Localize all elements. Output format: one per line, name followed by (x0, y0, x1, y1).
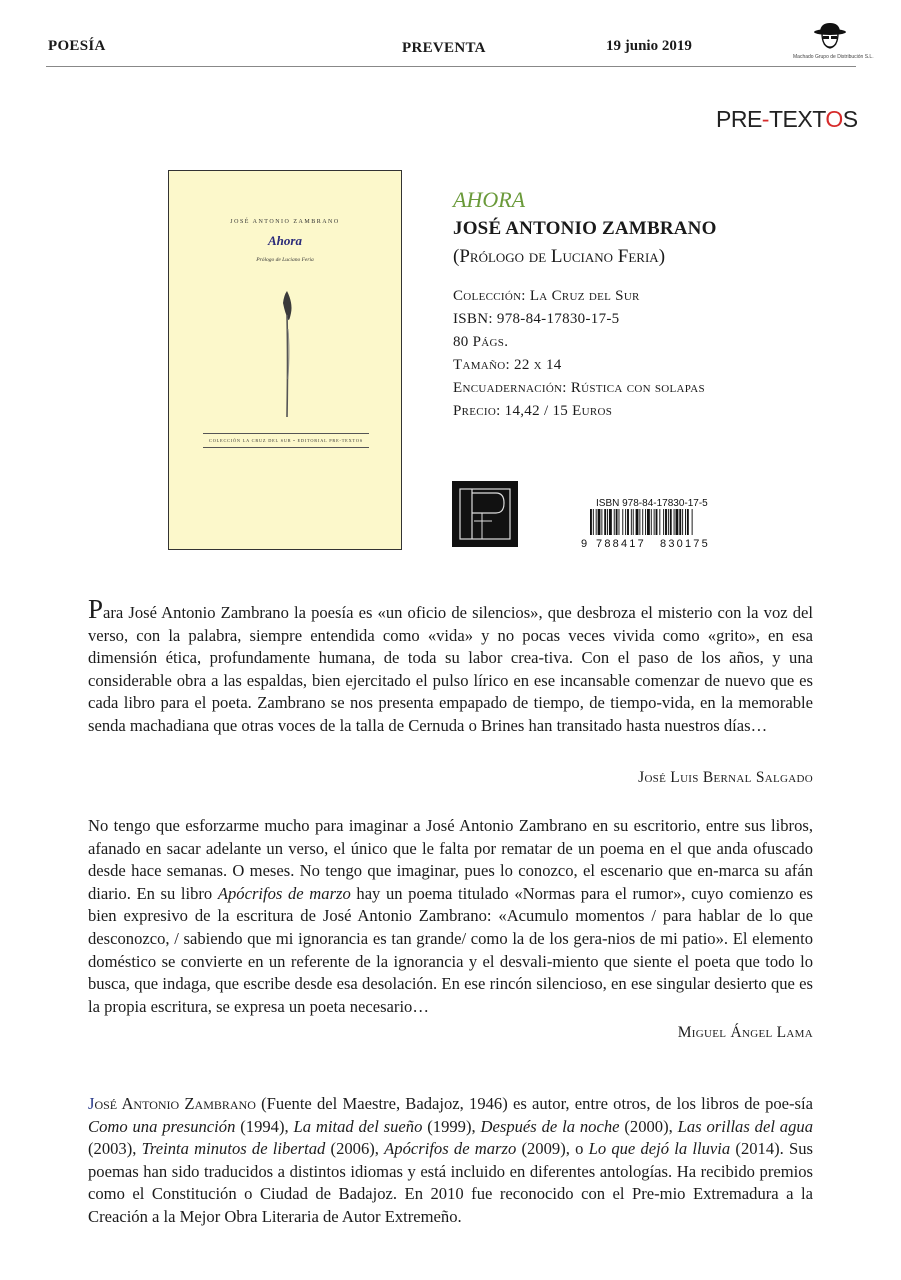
cover-prologue: Prólogo de Luciano Feria (256, 257, 314, 263)
bio-author-name (88, 1094, 256, 1113)
barcode-bar (639, 509, 640, 535)
book-isbn: ISBN: 978-84-17830-17-5 (453, 311, 620, 327)
bio-text-1: (Fuente del Maestre, Badajoz, 1946) es autor, entre otros, de los libros de poe-sía (255, 1094, 813, 1113)
publisher-logo (716, 106, 858, 133)
barcode-bar (682, 509, 683, 535)
publisher-logo-s: S (842, 106, 858, 132)
bio-text-7: (2009), o (516, 1139, 589, 1159)
barcode-bar (679, 509, 681, 535)
bio-text-4: (2000), (619, 1116, 678, 1136)
review-1-signature: José Luis Bernal Salgado (638, 769, 813, 786)
barcode-bar (631, 509, 632, 535)
barcode-bar (627, 509, 629, 535)
bio-book-1: Como una presunción (88, 1116, 236, 1136)
barcode-bar (636, 509, 639, 535)
bio-text-3: (1999), (422, 1116, 481, 1136)
cover-rule-bottom (203, 447, 369, 448)
bio-name-initial: J (88, 1094, 95, 1113)
barcode-bar (656, 509, 658, 535)
bio-book-4: Las orillas del agua (677, 1116, 813, 1136)
cover-illustration-icon (275, 289, 299, 421)
header-status: PREVENTA (402, 40, 486, 56)
page-header (0, 0, 901, 70)
author-bio (88, 1093, 813, 1229)
distributor-logo-text: Machado Grupo de Distribución S.L. (793, 54, 874, 60)
book-title: AHORA (453, 187, 526, 212)
bio-text-5: (2003), (88, 1139, 142, 1159)
barcode-bar (616, 509, 618, 535)
barcode-bar (659, 509, 660, 535)
cover-title: Ahora (268, 233, 302, 248)
barcode-bar (670, 509, 672, 535)
barcode-bar (604, 509, 606, 535)
bio-name-rest: osé Antonio Zambrano (94, 1094, 256, 1113)
review-1-text: ara José Antonio Zambrano la poesía es «un oficio de silencios», que desbroza el misterio con la voz del verso, con la palabra, siempre entendida como «vida» y no pocas veces vivida como «grito», en esa dimensión ética, profundamente humana, de toda su labor crea-tiva. Con el paso de los años, y una considerable obra a las espaldas, bien ejercitado el pulso lírico en ese incansable comenzar de nuevo que es cada libro para el poeta. Zambrano se nos presenta empapado de tiempo, de tiempo-vida, en la memorable senda machadiana que otras voces de la talla de Cernuda o Brines han transitado hasta nuestros días… (88, 603, 813, 735)
publisher-logo-pre: PRE (716, 106, 762, 132)
book-binding: Encuadernación: Rústica con solapas (453, 380, 705, 396)
review-2-text-a: No tengo que esforzarme mucho para imaginar a José Antonio Zambrano en su escritorio, entre sus libros, afanado en sacar adelante un verso, el único que le falta por rematar de un poema en el que anda ofuscado desde hace semanas. O meses. No tengo que imaginar, pues lo conozco, el escenario que en-marca su afán diario. En su libro (88, 816, 813, 903)
barcode-bar (665, 509, 667, 535)
bio-book-3: Después de la noche (480, 1116, 620, 1136)
barcode-bar (596, 509, 597, 535)
barcode-bar (607, 509, 608, 535)
barcode-bar (625, 509, 626, 535)
barcode-bar (663, 509, 664, 535)
header-category: POESÍA (48, 38, 106, 54)
publisher-logo-text: TEXT (768, 106, 826, 132)
barcode-bar (676, 509, 679, 535)
publisher-logo-o: O (825, 106, 843, 132)
barcode-bar (668, 509, 669, 535)
review-2-signature: Miguel Ángel Lama (677, 1024, 813, 1041)
review-2-book-ref: Apócrifos de marzo (217, 883, 351, 903)
publisher-logo-dash: - (761, 106, 769, 132)
cover-author: JOSÉ ANTONIO ZAMBRANO (230, 219, 340, 225)
book-pages: 80 Págs. (453, 334, 509, 350)
bio-book-5: Treinta minutos de libertad (141, 1139, 326, 1159)
book-size: Tamaño: 22 x 14 (453, 357, 562, 373)
bio-book-6: Apócrifos de marzo (384, 1139, 517, 1159)
book-cover (168, 170, 402, 550)
barcode-bar (651, 509, 652, 535)
barcode-bar (633, 509, 634, 535)
review-paragraph-2 (88, 815, 813, 1018)
bio-book-2: La mitad del sueño (293, 1116, 423, 1136)
barcode-bar (647, 509, 650, 535)
barcode-bar (609, 509, 612, 535)
book-author: JOSÉ ANTONIO ZAMBRANO (453, 218, 717, 239)
barcode-bar (687, 509, 689, 535)
barcode-bar (654, 509, 655, 535)
book-price: Precio: 14,42 / 15 Euros (453, 403, 613, 419)
barcode-bar (622, 509, 623, 535)
header-divider (46, 66, 856, 67)
book-info (453, 186, 717, 423)
cover-footer: COLECCIÓN LA CRUZ DEL SUR • EDITORIAL PRE-TEXTOS (209, 438, 363, 443)
book-metadata (453, 285, 717, 423)
barcode-bar (598, 509, 601, 535)
bio-text-8: (2014). Sus poemas han sido traducidos a distintos idiomas y está incluido en diferentes antologías. Ha recibido premios como el Constitución o Ciudad de Badajoz. En 2010 fue reconocido con el Pre-mio Extremadura a la Creación a la Mejor Obra Literaria de Autor Extremeño. (88, 1139, 813, 1226)
book-collection: Colección: La Cruz del Sur (453, 288, 640, 304)
barcode-bar (685, 509, 686, 535)
barcode-first-digit: 9 (581, 538, 588, 549)
barcode-digits-right: 830175 (660, 538, 710, 549)
barcode-digits-left: 788417 (596, 538, 646, 549)
book-prologue: (Prólogo de Luciano Feria) (453, 246, 666, 267)
bio-text-6: (2006), (325, 1139, 385, 1159)
barcode-bar (614, 509, 615, 535)
cover-rule-top (203, 433, 369, 434)
barcode-bar (601, 509, 602, 535)
header-date: 19 junio 2019 (606, 38, 692, 54)
barcode-isbn-label: ISBN 978-84-17830-17-5 (596, 498, 708, 509)
barcode-bar (674, 509, 675, 535)
pre-textos-mark-icon (452, 481, 518, 547)
barcode-icon (580, 509, 726, 549)
review-paragraph-1 (88, 594, 813, 738)
barcode-bar (619, 509, 620, 535)
bio-text-2: (1994), (235, 1116, 294, 1136)
bio-book-7: Lo que dejó la lluvia (588, 1139, 731, 1159)
review-2-text-b: hay un poema titulado «Normas para el rumor», cuyo comienzo es bien expresivo de la escritura de José Antonio Zambrano: «Acumulo momentos / para hablar de lo que desconozco, / sabiendo que mi ignorancia es tan grande/ como la de los gera-nios de mi patio». El elemento doméstico se convierte en un referente de la ignorancia y el desvali-miento que siente el poeta que todo lo busca, que indaga, que escribe desde esa desolación. En ese rincón silencioso, en ese singular desierto que es la propia escritura, se expresa un poeta necesario… (88, 883, 813, 1016)
review-1-dropcap: P (88, 594, 104, 624)
